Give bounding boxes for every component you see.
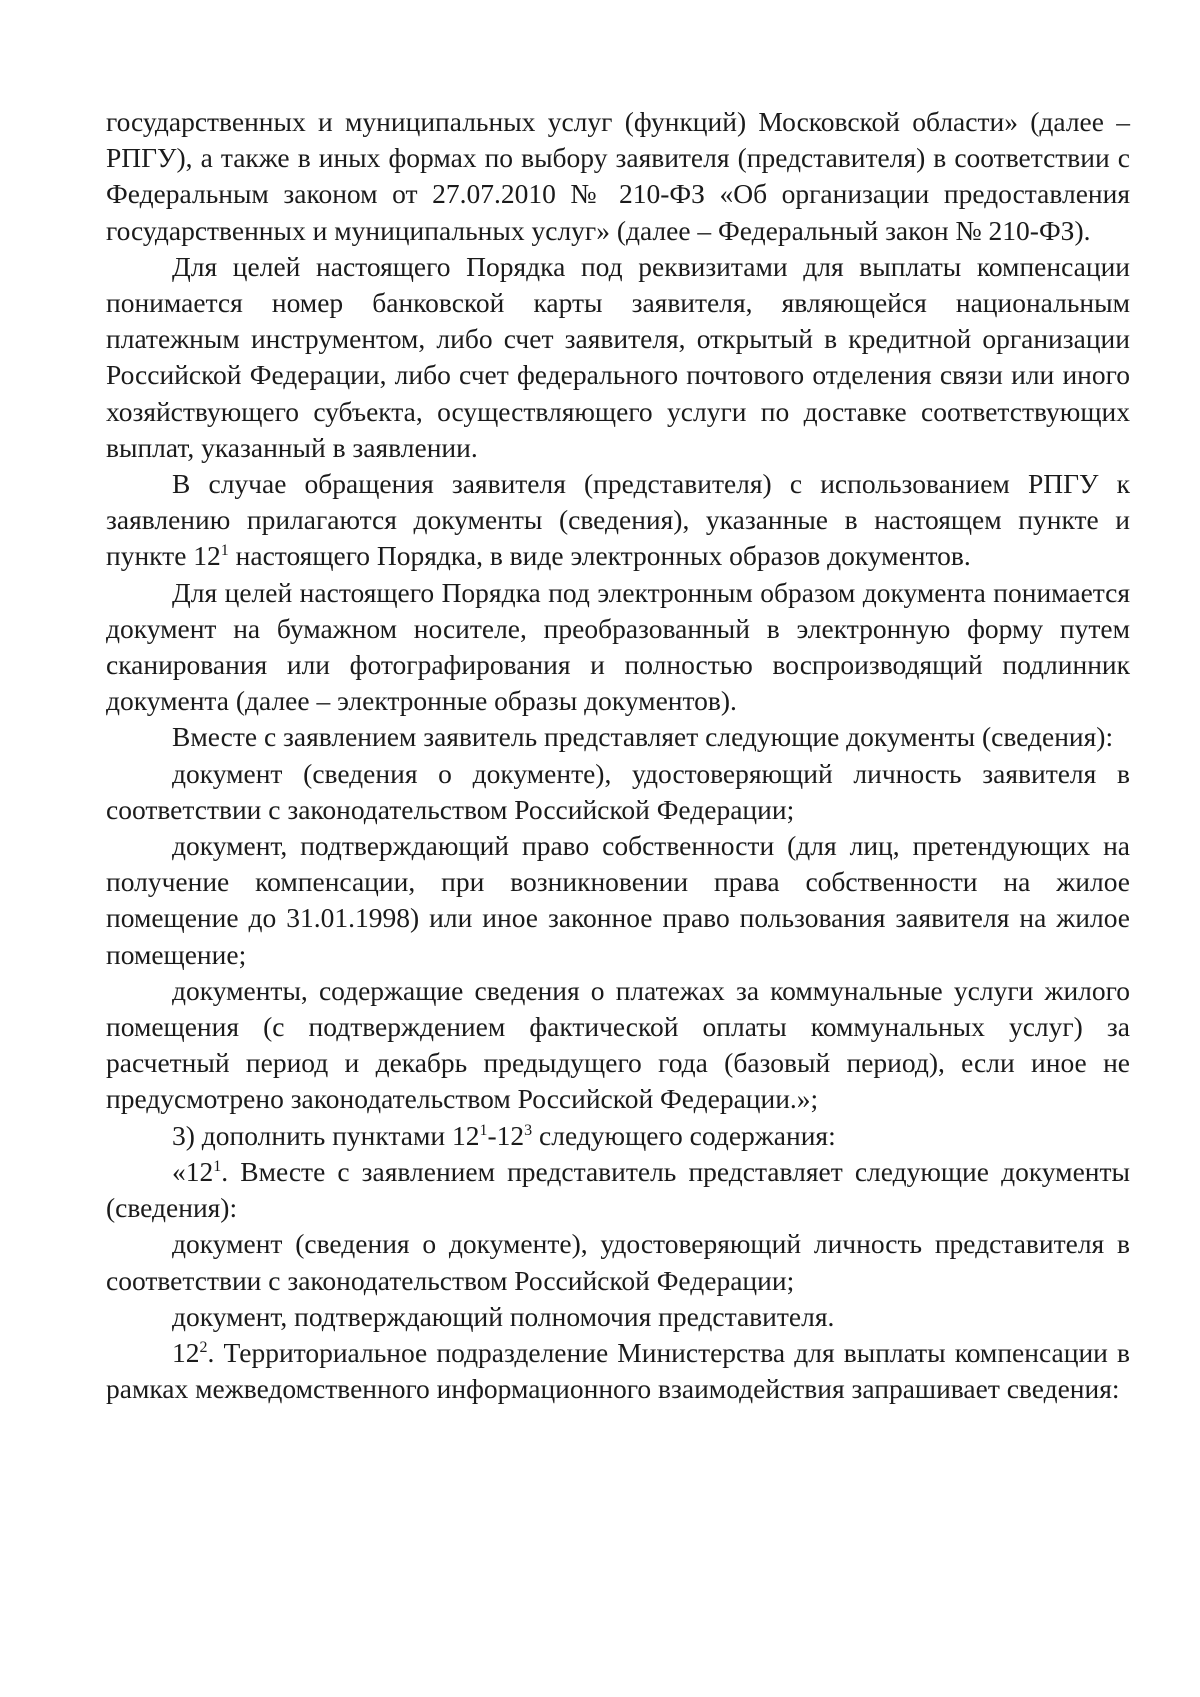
paragraph-3-text-b: настоящего Порядка, в виде электронных образов документов. <box>228 540 971 572</box>
paragraph-10-superscript: 1 <box>213 1157 222 1175</box>
paragraph-13-text-b: . Территориальное подразделение Министерства для выплаты компенсации в рамках межведомственного информационного взаимодействия запрашивает сведения: <box>106 1336 1130 1405</box>
paragraph-13-superscript: 2 <box>199 1338 208 1356</box>
paragraph-9 <box>106 1118 1130 1154</box>
paragraph-8: документы, содержащие сведения о платежах за коммунальные услуги жилого помещения (с подтверждением фактической оплаты коммунальных услуг) за расчетный период и декабрь предыдущего года (базовый период), если иное не предусмотрено законодательством Российской Федерации.»; <box>106 974 1130 1115</box>
paragraph-9-text-c: следующего содержания: <box>532 1119 836 1151</box>
paragraph-4: Для целей настоящего Порядка под электронным образом документа понимается документ на бумажном носителе, преобразованный в электронную форму путем сканирования или фотографирования и полностью воспроизводящий подлинник документа (далее – электронные образы документов). <box>106 576 1130 717</box>
paragraph-1: государственных и муниципальных услуг (функций) Московской области» (далее – РПГУ), а также в иных формах по выбору заявителя (представителя) в соответствии с Федеральным законом от 27.07.2010 № 210-ФЗ «Об организации предоставления государственных и муниципальных услуг» (далее – Федеральный закон № 210-ФЗ). <box>106 106 1130 246</box>
paragraph-7: документ, подтверждающий право собственности (для лиц, претендующих на получение компенсации, при возникновении права собственности на жилое помещение до 31.01.1998) или иное законное право пользования заявителя на жилое помещение; <box>106 830 1130 970</box>
paragraph-11: документ (сведения о документе), удостоверяющий личность представителя в соответствии с законодательством Российской Федерации; <box>106 1228 1130 1296</box>
paragraph-13 <box>106 1335 1130 1407</box>
paragraph-9-superscript-b: 3 <box>524 1121 533 1139</box>
paragraph-3-superscript: 1 <box>220 542 229 560</box>
paragraph-3-text-a: В случае обращения заявителя (представителя) с использованием РПГУ к заявлению прилагаются документы (сведения), указанные в настоящем пункте и пункте 12 <box>106 468 1130 572</box>
paragraph-9-text-b: -12 <box>487 1119 525 1151</box>
paragraph-10-text-b: . Вместе с заявлением представитель представляет следующие документы (сведения): <box>106 1155 1130 1224</box>
paragraph-12: документ, подтверждающий полномочия представителя. <box>172 1300 835 1332</box>
paragraph-9-text-a: 3) дополнить пунктами 12 <box>172 1119 480 1151</box>
paragraph-6: документ (сведения о документе), удостоверяющий личность заявителя в соответствии с законодательством Российской Федерации; <box>106 757 1130 825</box>
document-body <box>106 104 1130 1407</box>
paragraph-3 <box>106 466 1130 575</box>
paragraph-10 <box>106 1154 1130 1226</box>
paragraph-9-superscript-a: 1 <box>479 1121 488 1139</box>
paragraph-2: Для целей настоящего Порядка под реквизитами для выплаты компенсации понимается номер банковской карты заявителя, являющейся национальным платежным инструментом, либо счет заявителя, открытый в кредитной организации Российской Федерации, либо счет федерального почтового отделения связи или иного хозяйствующего субъекта, осуществляющего услуги по доставке соответствующих выплат, указанный в заявлении. <box>106 250 1130 463</box>
paragraph-13-text-a: 12 <box>172 1336 200 1368</box>
paragraph-10-text-a: «12 <box>172 1155 214 1187</box>
paragraph-5: Вместе с заявлением заявитель представляет следующие документы (сведения): <box>172 721 1114 753</box>
